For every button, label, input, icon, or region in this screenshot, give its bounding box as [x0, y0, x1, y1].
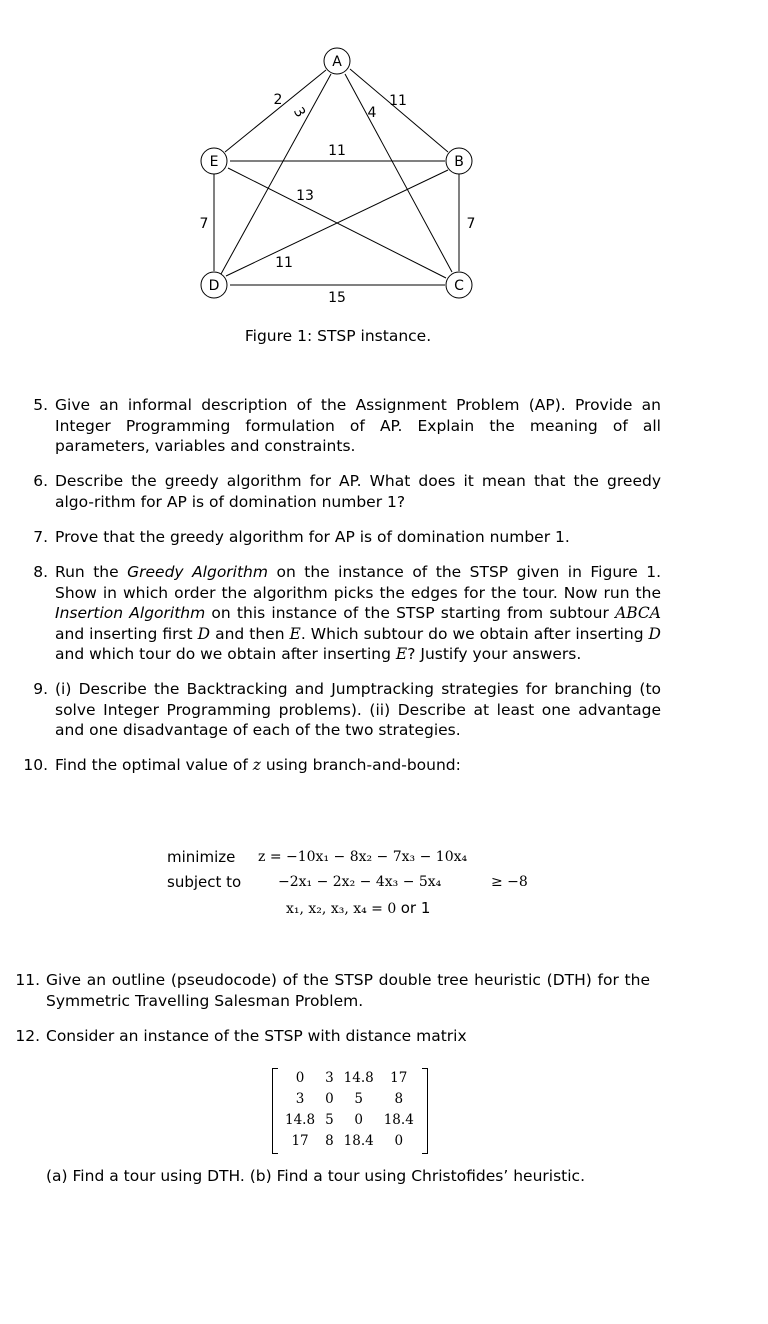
matrix-table	[280, 1068, 419, 1152]
matrix-cell: 3	[325, 1070, 334, 1086]
node-d-label: D	[208, 278, 220, 294]
question-text: Consider an instance of the STSP with distance matrix	[46, 1027, 467, 1045]
question-text: Give an informal description of the Assignment Problem (AP). Provide an Integer Programming formulation of AP. Explain the meaning of all parameters, variables and constraints.	[55, 396, 661, 455]
matrix-cell: 14.8	[285, 1112, 316, 1128]
matrix-row	[280, 1089, 419, 1110]
node-c-label: C	[454, 278, 464, 294]
question-text: Give an outline (pseudocode) of the STSP double tree heuristic (DTH) for the Symmetric Travelling Salesman Problem.	[46, 971, 650, 1010]
weight-a-b: 11	[389, 93, 407, 109]
question-text: Run the Greedy Algorithm on the instance of the STSP given in Figure 1. Show in which order the algorithm picks the edges for the tour. Now run the Insertion Algorithm on this instance of the STSP starting from subtour ABCA and inserting first D and then E. Which subtour do we obtain after inserting D and which tour do we obtain after inserting E? Justify your answers.	[55, 563, 661, 663]
question-text: Find the optimal value of z using branch-and-bound:	[55, 756, 461, 774]
matrix-cell: 14.8	[343, 1070, 374, 1086]
weight-d-c: 15	[328, 290, 346, 306]
matrix-cell: 8	[394, 1091, 404, 1107]
node-b-label: B	[454, 154, 464, 170]
matrix-right-bracket	[422, 1068, 428, 1154]
figure-caption: Figure 1: STSP instance.	[244, 327, 432, 345]
matrix-cell: 17	[291, 1133, 309, 1149]
constraint-rhs: ≥ −8	[491, 874, 528, 890]
matrix-row	[280, 1131, 419, 1152]
node-e-label: E	[209, 154, 219, 170]
constraint-lhs: −2x₁ − 2x₂ − 4x₃ − 5x₄	[278, 874, 442, 890]
weight-e-c: 13	[296, 188, 314, 204]
question-number: 7.	[33, 528, 48, 546]
question-text: Describe the greedy algorithm for AP. What does it mean that the greedy algo-rithm for AP is of domination number 1?	[55, 472, 661, 511]
question-number: 10.	[23, 756, 48, 774]
weight-e-d: 7	[199, 216, 209, 232]
matrix-left-bracket	[272, 1068, 278, 1154]
binary-constraint: x₁, x₂, x₃, x₄ = 0 or 1	[286, 899, 431, 917]
question-number: 8.	[33, 563, 48, 581]
lp-formulation	[0, 848, 768, 923]
weight-b-c: 7	[466, 216, 476, 232]
matrix-cell: 8	[325, 1133, 334, 1149]
matrix-cell: 0	[394, 1133, 404, 1149]
node-a-label: A	[332, 54, 342, 70]
matrix-cell: 3	[295, 1091, 305, 1107]
edge-d-b	[226, 170, 448, 276]
subject-to-label: subject to	[167, 873, 242, 891]
question-number: 5.	[33, 396, 48, 414]
question-number: 9.	[33, 680, 48, 698]
matrix-cell: 5	[354, 1091, 363, 1107]
matrix-cell: 18.4	[383, 1112, 414, 1128]
question-number: 6.	[33, 472, 48, 490]
matrix-cell: 0	[325, 1091, 334, 1107]
matrix-cell: 0	[295, 1070, 305, 1086]
weight-a-c: 4	[367, 105, 377, 121]
matrix-row	[280, 1068, 419, 1089]
weight-a-e: 2	[273, 92, 283, 108]
objective-function: z = −10x₁ − 8x₂ − 7x₃ − 10x₄	[258, 849, 468, 865]
matrix-cell: 17	[390, 1070, 408, 1086]
question-12-subparts: (a) Find a tour using DTH. (b) Find a tour using Christofides’ heuristic.	[46, 1167, 585, 1185]
minimize-label: minimize	[167, 848, 236, 866]
weight-d-b: 11	[275, 255, 293, 271]
stsp-graph-figure	[0, 0, 768, 320]
question-text: (i) Describe the Backtracking and Jumptracking strategies for branching (to solve Integer Programming problems). (ii) Describe at least one advantage and one disadvantage of each of the two strategies.	[55, 680, 661, 739]
question-number: 12.	[15, 1027, 40, 1045]
matrix-cell: 18.4	[343, 1133, 374, 1149]
matrix-row	[280, 1110, 419, 1131]
matrix-cell: 0	[354, 1112, 363, 1128]
question-number: 11.	[15, 971, 40, 989]
matrix-cell: 5	[325, 1112, 334, 1128]
distance-matrix	[272, 1068, 428, 1152]
weight-e-b: 11	[328, 143, 346, 159]
weight-a-d: 3	[289, 104, 309, 121]
question-text: Prove that the greedy algorithm for AP is of domination number 1.	[55, 528, 570, 546]
